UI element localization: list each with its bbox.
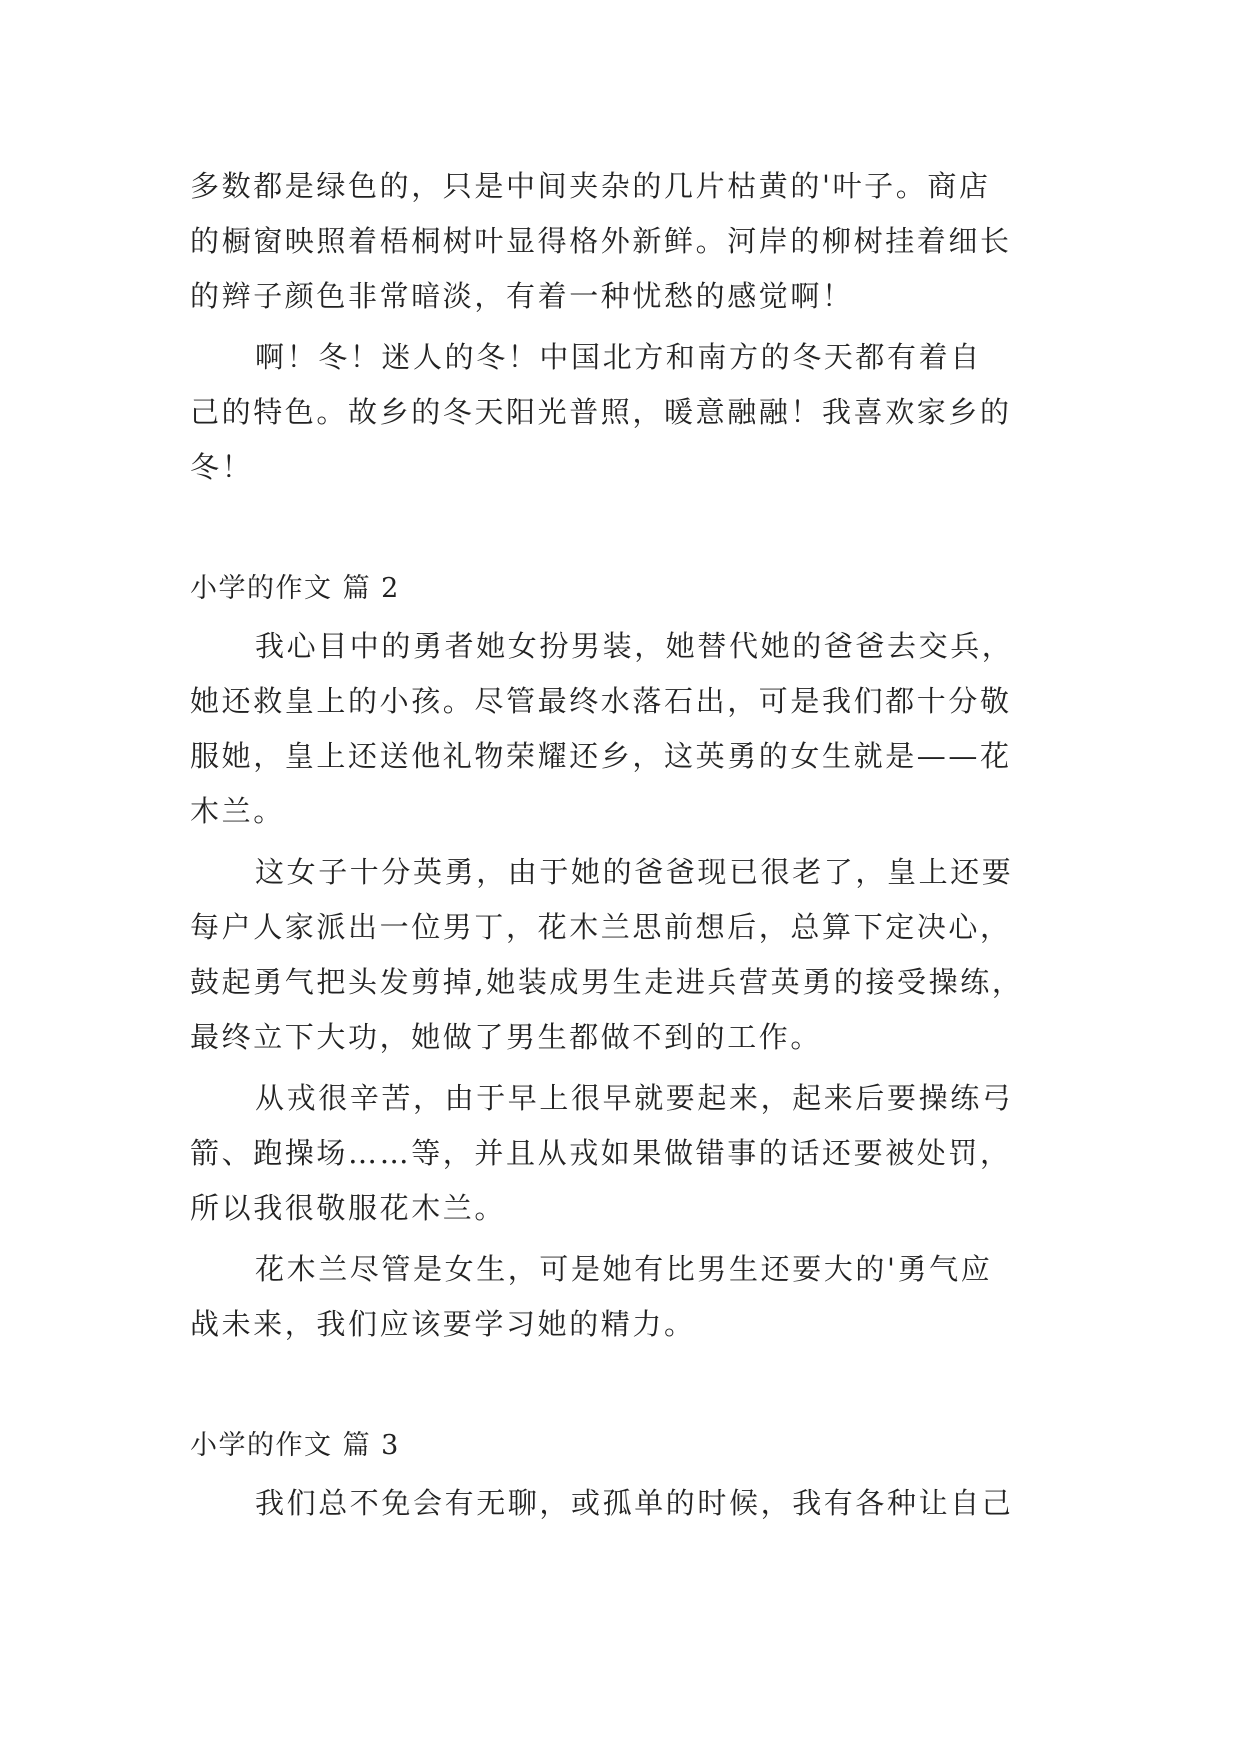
paragraph-line: 木兰。 (190, 794, 285, 828)
paragraph-line: 每户人家派出一位男丁，花木兰思前想后，总算下定决心， (190, 910, 1012, 944)
paragraph-line: 箭、跑操场……等，并且从戎如果做错事的话还要被处罚， (190, 1136, 1012, 1170)
paragraph-line: 服她，皇上还送他礼物荣耀还乡，这英勇的女生就是——花 (190, 739, 1012, 773)
paragraph-line: 我心目中的勇者她女扮男装，她替代她的爸爸去交兵， (255, 629, 1014, 663)
paragraph-line: 的辫子颜色非常暗淡，有着一种忧愁的感觉啊！ (190, 279, 854, 313)
paragraph-line: 战未来，我们应该要学习她的精力。 (190, 1307, 696, 1341)
section-heading: 小学的作文 篇 3 (190, 1430, 400, 1461)
paragraph-line: 我们总不免会有无聊，或孤单的时候，我有各种让自己 (255, 1486, 1014, 1520)
paragraph-line: 鼓起勇气把头发剪掉,她装成男生走进兵营英勇的接受操练， (190, 965, 1024, 999)
paragraph-line: 多数都是绿色的，只是中间夹杂的几片枯黄的'叶子。商店 (190, 169, 991, 203)
paragraph-line: 从戎很辛苦，由于早上很早就要起来，起来后要操练弓 (255, 1081, 1014, 1115)
paragraph-line: 她还救皇上的小孩。尽管最终水落石出，可是我们都十分敬 (190, 684, 1012, 718)
paragraph-line: 冬！ (190, 450, 254, 484)
section-heading: 小学的作文 篇 2 (190, 573, 400, 604)
paragraph-line: 的橱窗映照着梧桐树叶显得格外新鲜。河岸的柳树挂着细长 (190, 224, 1012, 258)
paragraph-line: 最终立下大功，她做了男生都做不到的工作。 (190, 1020, 823, 1054)
paragraph-line: 所以我很敬服花木兰。 (190, 1191, 507, 1225)
paragraph-line: 这女子十分英勇，由于她的爸爸现已很老了，皇上还要 (255, 855, 1014, 889)
paragraph-line: 己的特色。故乡的冬天阳光普照，暖意融融！我喜欢家乡的 (190, 395, 1012, 429)
paragraph-line: 啊！冬！迷人的冬！中国北方和南方的冬天都有着自 (255, 340, 982, 374)
paragraph-line: 花木兰尽管是女生，可是她有比男生还要大的'勇气应 (255, 1252, 993, 1286)
